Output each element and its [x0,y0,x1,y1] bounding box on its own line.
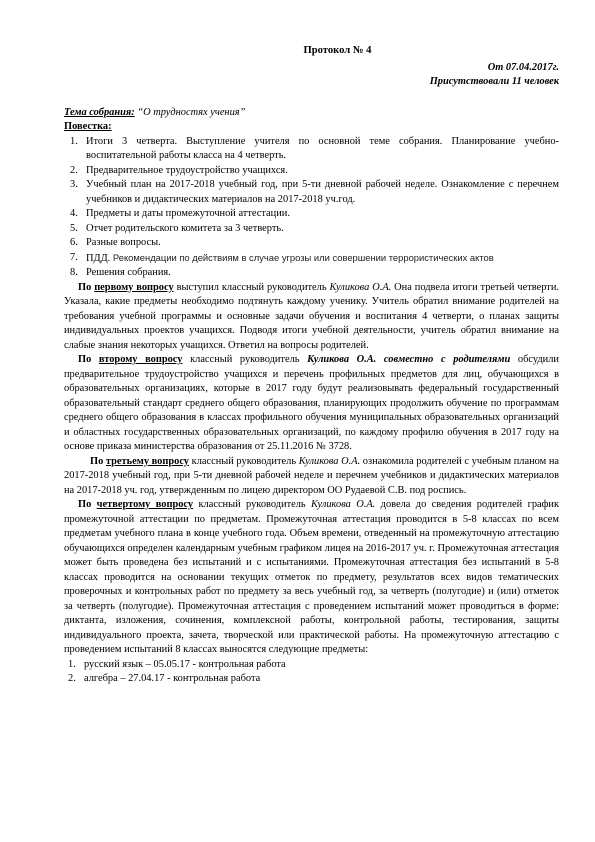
agenda-item-number: 5. [70,222,78,234]
agenda-item-number: 2. [70,164,78,176]
lead-underlined: третьему вопросу [105,455,190,467]
agenda-heading: Повестка: [64,121,112,132]
agenda-item-text: Учебный план на 2017-2018 учебный год, при 5-ти дневной рабочей неделе. Ознакомление с перечнем учебников и дидактических материалов на 2017-2018 уч.год. [86,179,559,205]
agenda-item-number: 8. [70,267,78,278]
subject-item-text: русский язык – 05.05.17 - контрольная работа [84,658,286,670]
agenda-item-text: Предварительное трудоустройство учащихся. [86,164,288,176]
lead-prefix: По [78,281,95,293]
agenda-item [64,135,559,164]
agenda-item [64,178,559,207]
paragraph-third-question [64,455,559,499]
agenda-item-text: Разные вопросы. [86,237,161,248]
speaker-name: Куликова О.А. [329,281,392,293]
paragraph-body: довела до сведения родителей график промежуточной аттестации по предметам. Промежуточная аттестация проводится в 5-8 классах по всем предметам учебного плана в конце учебного года. Объем времени, отведенный на промежуточную аттестацию обучающихся определен календарным учебным графиком лицея на 2016-2017 уч. г. Промежуточная аттестация может быть проведена без испытаний и с испытаниями. Промежуточная аттестация без испытаний в 5-8 классах проводится на основании текущих отметок по предмету, результатов всех видов тематических проверочных и контрольных работ по предмету за весь учебный год, за четверть (полугодие) и (или) отметок за четверть (полугодие). Промежуточная аттестация с проведением испытаний может проводиться в форме: диктанта, изложения, сочинения, комплексной работы, контрольной работы, тестирования, защиты индивидуального проекта, зачета, творческой или практической работы. На промежуточную аттестацию с проведением испытаний 8 классах выносятся следующие предметы: [64,499,559,655]
paragraph-second-question [64,353,559,455]
lead-underlined: первому вопросу [94,281,174,293]
paragraph-mid: классный руководитель [189,455,299,467]
protocol-title: Протокол № 4 [303,45,372,56]
meeting-theme [64,106,559,121]
agenda-item-number: 7. [70,251,78,263]
agenda-item [64,207,559,222]
speaker-name: Куликова О.А. совместно с родителями [307,354,511,365]
agenda-item-sans-text: Рекомендации по действиям в случае угрозы или совершении террористических актов [110,251,494,263]
agenda-item-number: 1. [70,135,78,147]
paragraph-body: обсудили предварительное трудоустройство учащихся и перечень профильных предметов для лиц, обучающихся в образовательных организациях, которые в 2017 году будут реализовывать федеральный государственный образовательный стандарт среднего общего образования, планирующих продолжить обучение по программам среднего общего образования в классах профильного обучения муниципальных образовательных организаций и областных государственных образовательных организаций, по каждому профилю обучения в 2017 году на основе приказа министерства образования от 25.11.2016 № 3728. [64,354,559,452]
agenda-item-text: Итоги 3 четверта. Выступление учителя по основной теме собрания. Планирование учебно-воспитательной работы класса на 4 четверть. [86,135,559,161]
theme-label: Тема собрания: [64,106,135,118]
protocol-date: От 07.04.2017г. [487,61,559,73]
subject-item-text: алгебра – 27.04.17 - контрольная работа [84,673,261,684]
agenda-item [64,164,559,179]
paragraph-body: Она подвела итоги третьей четверти. Указала, какие предметы необходимо подтянуть каждому ученику. Учитель обратил внимание родителей на требования учебной программы и основные задачи обучения и воспитания 4 четверти, о планах защиты индивидуальных проектов учащихся. Подводя итоги учебной деятельности, учитель обратил внимание на слабые знания некоторых учащихся. Ответил на вопросы родителей. [64,281,559,351]
question-lead [90,456,189,467]
agenda-item-text: Предметы и даты промежуточной аттестации. [86,208,290,219]
theme-value: “О трудностях учения” [134,106,246,118]
agenda-item [64,266,559,281]
subject-item-number: 2. [68,673,76,684]
agenda-item-text: Отчет родительского комитета за 3 четверть. [86,222,284,234]
question-lead [78,282,174,293]
paragraph-mid: классный руководитель [182,354,308,365]
paragraph-mid: выступил классный руководитель [173,281,330,293]
agenda-item-number: 3. [70,179,78,190]
subject-item [64,672,559,687]
agenda-item [64,222,559,237]
agenda-item-number: 4. [70,208,78,219]
lead-prefix: По [90,455,106,467]
question-lead [78,499,193,510]
subject-item-number: 1. [68,658,76,670]
agenda-item [64,236,559,251]
agenda-item [64,251,559,267]
subjects-list [64,658,559,687]
paragraph-body: ознакомила родителей с учебным планом на 2017-2018 учебный год, при 5-ти дневной рабочей неделе и перечнем учебников и дидактических материалов на 2017-2018 уч. год, утвержденным по лицею директором ОО Рудаевой С.В. под роспись. [64,455,559,496]
attendance-line: Присутствовали 11 человек [429,76,559,87]
paragraph-fourth-question [64,498,559,658]
question-lead [78,354,182,365]
agenda-item-text: Решения собрания. [86,267,171,278]
speaker-name: Куликова О.А. [298,455,361,467]
subject-item [64,658,559,673]
lead-underlined: второму вопросу [98,354,183,365]
paragraph-first-question [64,281,559,354]
agenda-item-text: ПДД. [86,252,111,264]
paragraph-mid: классный руководитель [193,499,312,510]
agenda-list [64,135,559,281]
agenda-item-number: 6. [70,237,78,248]
lead-underlined: четвертому вопросу [96,499,194,510]
lead-prefix: По [78,354,99,365]
speaker-name: Куликова О.А. [311,499,376,510]
lead-prefix: По [78,499,97,510]
